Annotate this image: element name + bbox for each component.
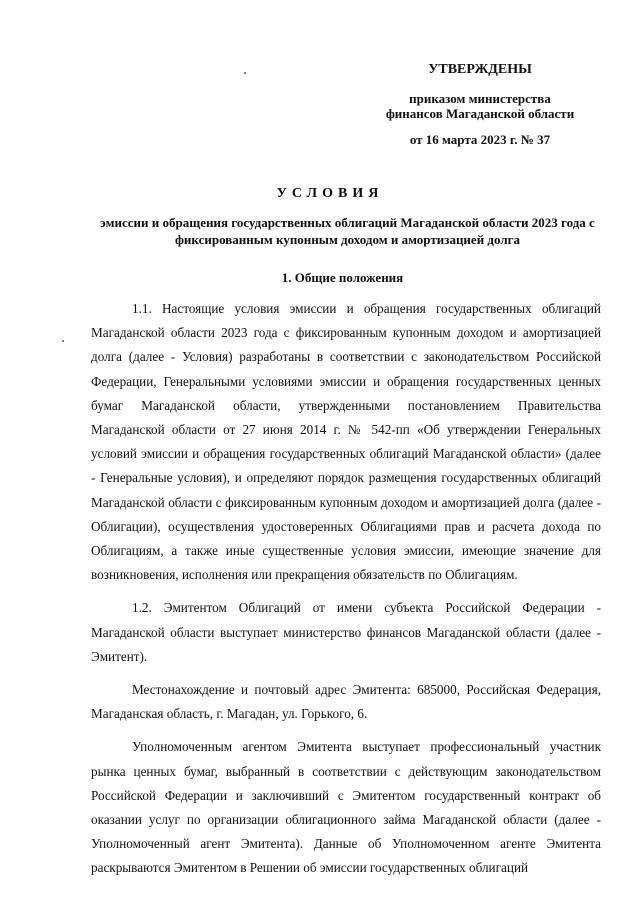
scan-speck <box>62 340 64 342</box>
paragraph-1-1: 1.1. Настоящие условия эмиссии и обращения государственных облигаций Магаданской области 2023 года с фиксированным купонным доходом и амортизацией долга (далее - Условия) разработаны в соответствии с законодательством Российской Федерации, Генеральными условиями эмиссии и обращения государственных ценных бумаг Магаданской области, утвержденными постановлением Правительства Магаданской области от 27 июня 2014 г. № 542-пп «Об утверждении Генеральных условий эмиссии и обращения государственных облигаций Магаданской области» (далее - Генеральные условия), и определяют порядок размещения государственных облигаций Магаданской области с фиксированным купонным доходом и амортизацией долга (далее - Облигации), осуществления удостоверенных Облигациями прав и расчета дохода по Облигациям, а также иные существенные условия эмиссии, имеющие значение для возникновения, исполнения или прекращения обязательств по Облигациям. <box>91 301 601 583</box>
document-subtitle-line2: фиксированным купонным доходом и амортизацией долга <box>174 232 521 247</box>
paragraph-address: Местонахождение и почтовый адрес Эмитента: 685000, Российская Федерация, Магаданская область, г. Магадан, ул. Горького, 6. <box>91 682 601 722</box>
section-heading: 1. Общие положения <box>281 270 404 285</box>
paragraph-1-2: 1.2. Эмитентом Облигаций от имени субъекта Российской Федерации - Магаданской области выступает министерство финансов Магаданской области (далее - Эмитент). <box>91 600 601 664</box>
document-title: УСЛОВИЯ <box>276 186 384 201</box>
approval-order-line2: финансов Магаданской области <box>385 106 575 121</box>
scan-speck <box>244 72 246 74</box>
document-body <box>91 297 601 881</box>
document-subtitle-line1: эмиссии и обращения государственных облигаций Магаданской области 2023 года с <box>100 215 595 230</box>
paragraph-agent: Уполномоченным агентом Эмитента выступает профессиональный участник рынка ценных бумаг, выбранный в соответствии с действующим законодательством Российской Федерации и заключивший с Эмитентом государственный контракт об оказании услуг по организации облигационного займа Магаданской области (далее - Уполномоченный агент Эмитента). Данные об Уполномоченном агенте Эмитента раскрываются Эмитентом в Решении об эмиссии государственных облигаций <box>91 739 601 876</box>
approval-date: от 16 марта 2023 г. № 37 <box>409 132 551 147</box>
approval-order-line1: приказом министерства <box>409 91 551 106</box>
approval-title: УТВЕРЖДЕНЫ <box>428 62 532 77</box>
